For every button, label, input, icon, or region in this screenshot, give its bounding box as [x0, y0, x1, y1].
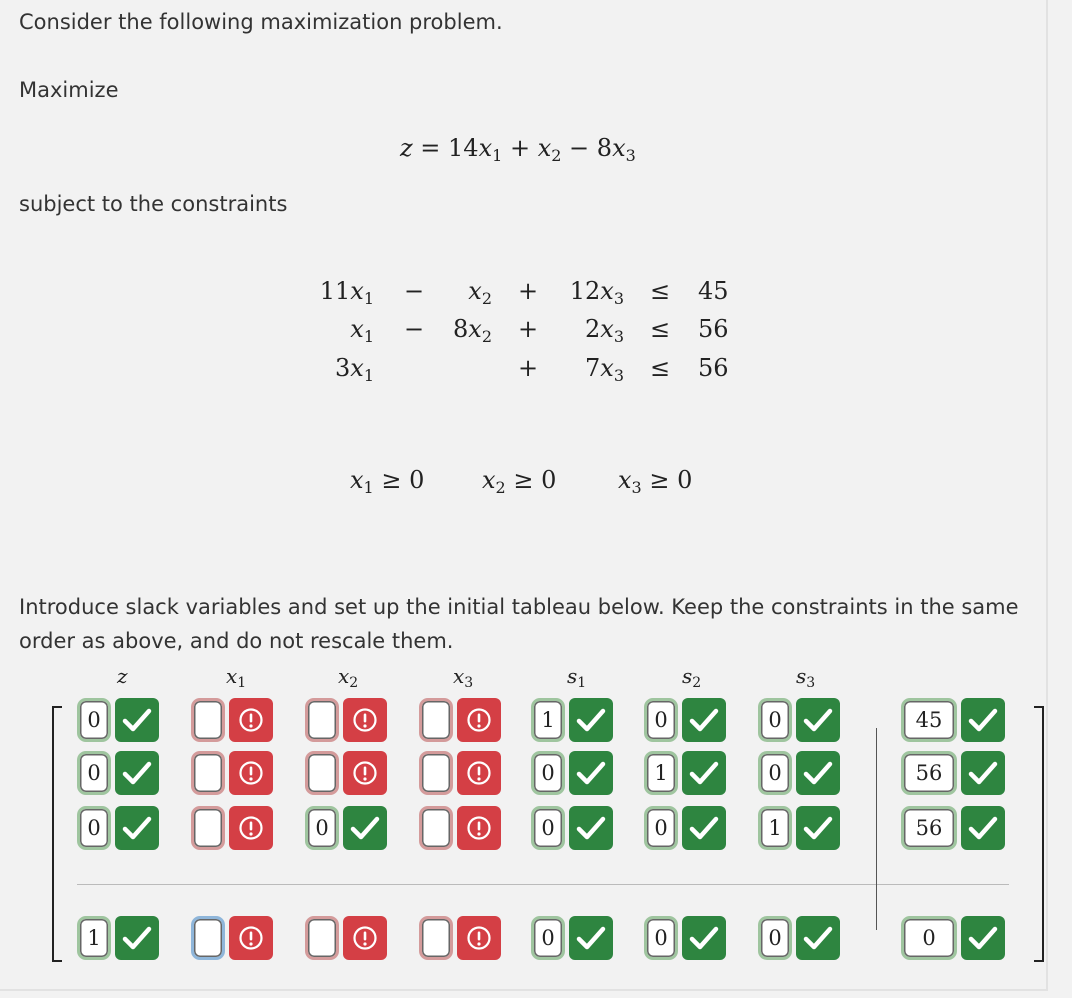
- checkmark-icon: [796, 698, 840, 742]
- tableau-input-obj-s3[interactable]: 0: [758, 916, 792, 960]
- c1-relation: ≤: [650, 277, 671, 305]
- rhs-column-separator: [876, 728, 877, 930]
- col-header-s2: $s_2$: [682, 664, 702, 691]
- checkmark-icon: [115, 698, 159, 742]
- checkmark-icon: [682, 916, 726, 960]
- c3-x3-term: $7x_3$: [584, 354, 624, 385]
- tableau-input-r1-x2[interactable]: [305, 698, 339, 742]
- objective-row-separator: [77, 884, 1009, 885]
- c3-x1-term: $3x_1$: [334, 354, 374, 385]
- checkmark-icon: [115, 916, 159, 960]
- c2-x2-term: $8x_2$: [452, 315, 492, 346]
- panel-bottom-edge: [0, 989, 1048, 991]
- tableau-input-r3-s3[interactable]: 1: [758, 806, 792, 850]
- matrix-left-bracket: [50, 706, 64, 962]
- checkmark-icon: [569, 916, 613, 960]
- tableau-input-r1-x3[interactable]: [419, 698, 453, 742]
- tableau-input-r2-s1[interactable]: 0: [531, 751, 565, 795]
- constraints-label: subject to the constraints: [19, 192, 288, 216]
- tableau-input-r3-s2[interactable]: 0: [644, 806, 678, 850]
- c3-op3: +: [518, 354, 539, 382]
- tableau-input-r1-rhs[interactable]: 45: [901, 698, 957, 742]
- tableau-input-r1-s1[interactable]: 1: [531, 698, 565, 742]
- c1-op2: −: [404, 277, 425, 305]
- maximize-label: Maximize: [19, 78, 119, 102]
- c1-op3: +: [518, 277, 539, 305]
- c1-rhs: 45: [698, 277, 729, 305]
- nonneg-x3: $x_3 \ge 0$: [618, 466, 693, 497]
- checkmark-icon: [569, 806, 613, 850]
- alert-icon: [457, 751, 501, 795]
- c3-relation: ≤: [650, 354, 671, 382]
- checkmark-icon: [682, 806, 726, 850]
- c2-x3-term: $2x_3$: [584, 315, 624, 346]
- intro-text: Consider the following maximization problem.: [19, 10, 503, 34]
- alert-icon: [229, 916, 273, 960]
- c2-rhs: 56: [698, 315, 729, 343]
- tableau-input-r2-z[interactable]: 0: [77, 751, 111, 795]
- tableau-input-r3-z[interactable]: 0: [77, 806, 111, 850]
- alert-icon: [343, 751, 387, 795]
- c2-op3: +: [518, 315, 539, 343]
- alert-icon: [229, 698, 273, 742]
- nonneg-x1: $x_1 \ge 0$: [350, 466, 425, 497]
- tableau-input-r1-s2[interactable]: 0: [644, 698, 678, 742]
- checkmark-icon: [961, 698, 1005, 742]
- alert-icon: [457, 806, 501, 850]
- col-header-z: z: [117, 664, 128, 688]
- checkmark-icon: [569, 698, 613, 742]
- checkmark-icon: [115, 806, 159, 850]
- checkmark-icon: [796, 916, 840, 960]
- col-header-s1: $s_1$: [567, 664, 587, 691]
- c1-x3-term: $12x_3$: [569, 277, 624, 308]
- tableau-input-obj-s1[interactable]: 0: [531, 916, 565, 960]
- checkmark-icon: [796, 806, 840, 850]
- tableau-input-r2-s2[interactable]: 1: [644, 751, 678, 795]
- tableau-input-r2-x3[interactable]: [419, 751, 453, 795]
- tableau-input-r3-x2[interactable]: 0: [305, 806, 339, 850]
- checkmark-icon: [569, 751, 613, 795]
- checkmark-icon: [343, 806, 387, 850]
- checkmark-icon: [961, 806, 1005, 850]
- alert-icon: [457, 916, 501, 960]
- tableau-input-r1-s3[interactable]: 0: [758, 698, 792, 742]
- tableau-input-r2-s3[interactable]: 0: [758, 751, 792, 795]
- checkmark-icon: [961, 916, 1005, 960]
- tableau-input-r3-x1[interactable]: [191, 806, 225, 850]
- tableau-input-r2-x1[interactable]: [191, 751, 225, 795]
- tableau-input-obj-x1[interactable]: [191, 916, 225, 960]
- c2-relation: ≤: [650, 315, 671, 343]
- tableau-input-obj-rhs[interactable]: 0: [901, 916, 957, 960]
- tableau-input-r1-x1[interactable]: [191, 698, 225, 742]
- objective-function: $z = 14x_1 + x_2 - 8x_3$: [400, 134, 636, 165]
- c2-op2: −: [404, 315, 425, 343]
- col-header-x1: $x_1$: [226, 664, 247, 691]
- checkmark-icon: [961, 751, 1005, 795]
- matrix-right-bracket: [1032, 706, 1046, 962]
- tableau-input-r2-x2[interactable]: [305, 751, 339, 795]
- tableau-input-r1-z[interactable]: 0: [77, 698, 111, 742]
- tableau-input-obj-z[interactable]: 1: [77, 916, 111, 960]
- instruction-text: Introduce slack variables and set up the initial tableau below. Keep the constraints in the same order as above, and do not rescale them.: [19, 595, 1019, 653]
- c1-x1-term: $11x_1$: [319, 277, 374, 308]
- alert-icon: [229, 806, 273, 850]
- alert-icon: [343, 698, 387, 742]
- tableau-input-obj-s2[interactable]: 0: [644, 916, 678, 960]
- checkmark-icon: [682, 751, 726, 795]
- tableau-input-r3-rhs[interactable]: 56: [901, 806, 957, 850]
- col-header-s3: $s_3$: [796, 664, 816, 691]
- panel-right-edge: [1046, 0, 1048, 990]
- col-header-x2: $x_2$: [338, 664, 359, 691]
- tableau-input-obj-x2[interactable]: [305, 916, 339, 960]
- nonneg-x2: $x_2 \ge 0$: [482, 466, 557, 497]
- checkmark-icon: [115, 751, 159, 795]
- checkmark-icon: [796, 751, 840, 795]
- alert-icon: [457, 698, 501, 742]
- tableau-input-obj-x3[interactable]: [419, 916, 453, 960]
- tableau-input-r2-rhs[interactable]: 56: [901, 751, 957, 795]
- checkmark-icon: [682, 698, 726, 742]
- alert-icon: [343, 916, 387, 960]
- c2-x1-term: $x_1$: [350, 315, 374, 346]
- tableau-input-r3-x3[interactable]: [419, 806, 453, 850]
- tableau-input-r3-s1[interactable]: 0: [531, 806, 565, 850]
- col-header-x3: $x_3$: [453, 664, 474, 691]
- c1-x2-term: $x_2$: [468, 277, 492, 308]
- c3-rhs: 56: [698, 354, 729, 382]
- alert-icon: [229, 751, 273, 795]
